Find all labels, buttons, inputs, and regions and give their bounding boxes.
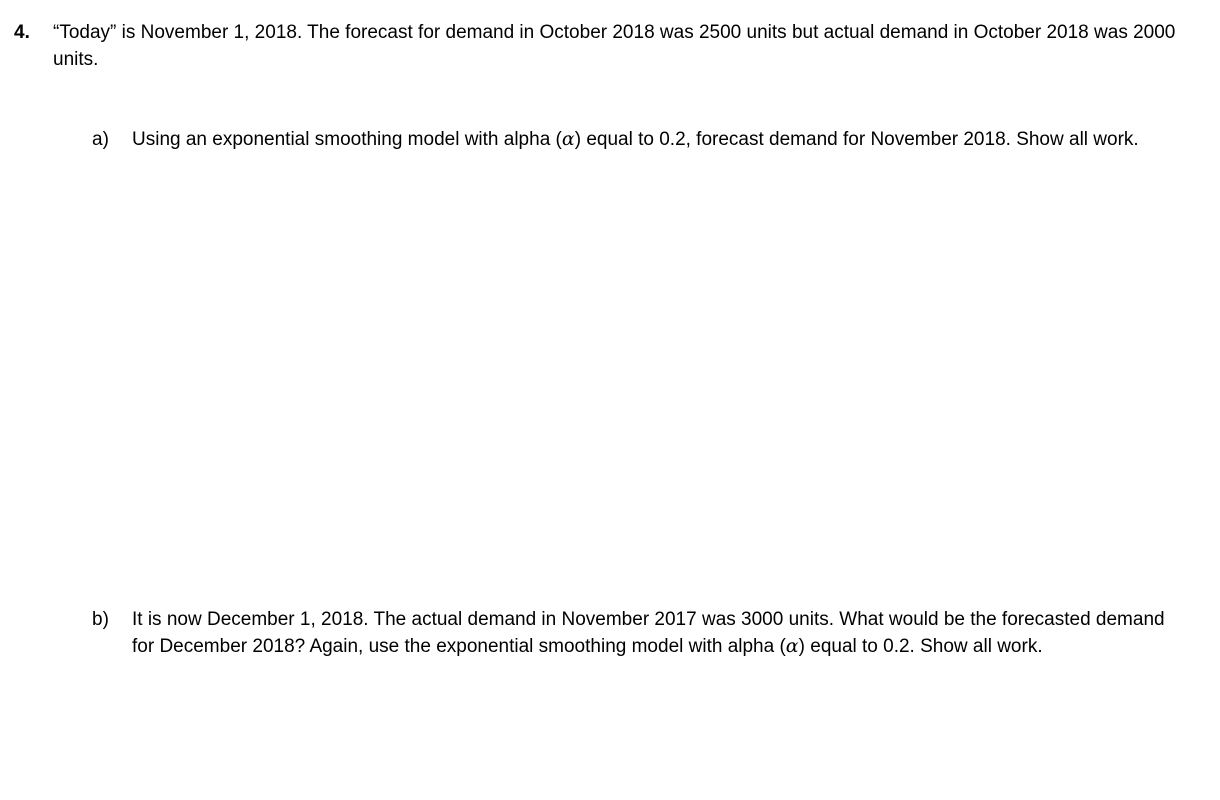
part-a-text — [132, 126, 1192, 153]
part-b-text — [132, 606, 1192, 660]
part-a-text-after: ) equal to 0.2, forecast demand for November 2018. Show all work. — [574, 129, 1139, 150]
part-a-text-before: Using an exponential smoothing model with alpha ( — [132, 129, 562, 150]
part-b-text-after: ) equal to 0.2. Show all work. — [798, 636, 1043, 657]
part-b-text-before: It is now December 1, 2018. The actual demand in November 2017 was 3000 units. What would be the forecasted demand for December 2018? Again, use the exponential smoothing model with alpha ( — [132, 609, 1165, 657]
part-a-label: a) — [92, 129, 109, 150]
part-b-label: b) — [92, 609, 109, 630]
question-number: 4. — [14, 22, 30, 43]
alpha-symbol: α — [785, 635, 799, 657]
question-text: “Today” is November 1, 2018. The forecast for demand in October 2018 was 2500 units but actual demand in October 2018 was 2000 units. — [53, 22, 1176, 70]
alpha-symbol: α — [561, 128, 575, 150]
